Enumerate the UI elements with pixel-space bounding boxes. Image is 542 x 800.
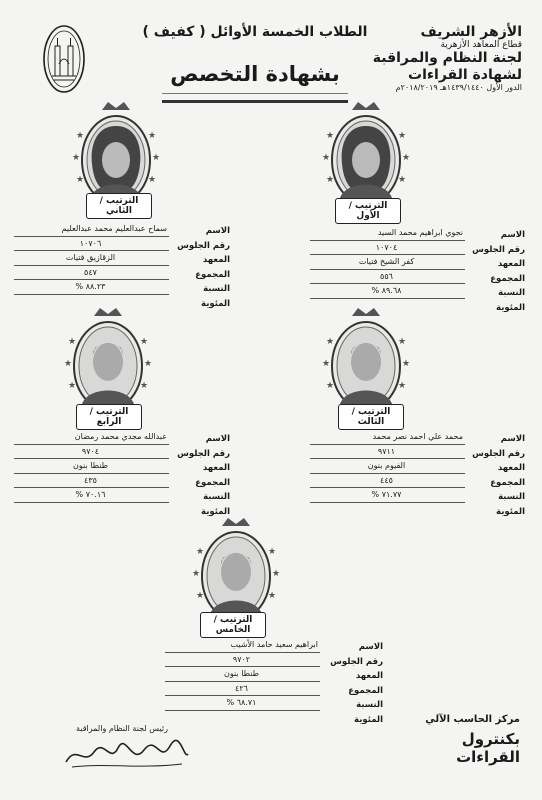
label-institute: المعهد (202, 463, 230, 473)
student-name: ابراهيم سعيد حامد الأشيب (165, 638, 320, 653)
svg-text:★: ★ (64, 359, 73, 369)
svg-text:★: ★ (322, 153, 331, 163)
student-institute: طنطا بنون (14, 459, 169, 474)
student-percent: ٨٩.٦٨ % (310, 284, 465, 299)
session-label: الدور الأول ١٤٣٩/١٤٤٠هـ ٢٠١٨/٢٠١٩م (395, 82, 522, 92)
label-seat: رقم الجلوس (330, 656, 383, 667)
svg-text:★: ★ (68, 337, 77, 347)
svg-text:★: ★ (152, 153, 161, 163)
rank-badge: الترتيب / الأول (335, 198, 401, 224)
svg-text:★: ★ (140, 337, 149, 347)
student-institute: كفر الشيخ فتيات (310, 255, 465, 270)
label-seat: رقم الجلوس (472, 448, 525, 459)
student-total: ٤٤٥ (310, 474, 465, 489)
label-seat: رقم الجلوس (177, 448, 230, 459)
student-name: عبدالله مجدي محمد رمضان (14, 430, 169, 445)
svg-text:★: ★ (76, 175, 85, 185)
svg-text:★: ★ (140, 381, 149, 391)
svg-text:★: ★ (192, 569, 201, 579)
rank-badge: الترتيب / الخامس (200, 612, 266, 638)
page-title: الطلاب الخمسة الأوائل ( كفيف ) (142, 24, 368, 40)
student-seat: ٩٧٠٤ (14, 445, 169, 460)
student-seat: ١٠٧٠٤ (310, 241, 465, 256)
svg-text:★: ★ (196, 547, 205, 557)
label-percent: النسبة المئوية (201, 492, 230, 517)
org-line-4: لشهادة القراءات (408, 66, 522, 83)
page-subtitle: بشهادة التخصص (170, 62, 340, 86)
svg-text:★: ★ (398, 131, 407, 141)
label-seat: رقم الجلوس (472, 244, 525, 255)
labels-col-1 (470, 228, 525, 313)
label-institute: المعهد (497, 259, 525, 269)
student-percent: ٨٨.٢٣ % (14, 280, 169, 295)
label-name: الاسم (358, 642, 383, 652)
student-institute: الزقازيق فتيات (14, 251, 169, 266)
label-name: الاسم (500, 230, 525, 240)
svg-text:★: ★ (326, 381, 335, 391)
student-seat: ٩٧٠٢ (165, 653, 320, 668)
label-name: الاسم (205, 434, 230, 444)
student-5-values (165, 638, 320, 711)
computer-center-label: مركز الحاسب الآلي (425, 714, 520, 725)
labels-col-5 (325, 640, 383, 725)
org-line-2: قطاع المعاهد الأزهرية (440, 40, 522, 51)
labels-col-2 (172, 224, 230, 309)
svg-text:★: ★ (402, 359, 411, 369)
svg-text:★: ★ (402, 153, 411, 163)
label-percent: النسبة المئوية (496, 492, 525, 517)
azhar-emblem-icon (42, 24, 86, 94)
label-seat: رقم الجلوس (177, 240, 230, 251)
student-percent: ٦٨.٧١ % (165, 696, 320, 711)
svg-text:★: ★ (76, 131, 85, 141)
rank-badge: الترتيب / الرابع (76, 404, 142, 430)
student-total: ٤٢٦ (165, 682, 320, 697)
rank-badge: الترتيب / الثالث (338, 404, 404, 430)
student-3-values (310, 430, 465, 503)
rank-badge: الترتيب / الثاني (86, 193, 152, 219)
student-seat: ٩٧١١ (310, 445, 465, 460)
svg-text:★: ★ (148, 131, 157, 141)
signature-caption: رئيس لجنة النظام والمراقبة (76, 724, 168, 733)
label-name: الاسم (205, 226, 230, 236)
student-name: سماح عبدالعليم محمد عبدالعليم (14, 222, 169, 237)
student-total: ٥٥٦ (310, 270, 465, 285)
label-institute: المعهد (355, 671, 383, 681)
label-total: المجموع (490, 477, 525, 488)
org-line-3: لجنة النظام والمراقبة (372, 50, 522, 67)
svg-text:★: ★ (268, 591, 277, 601)
labels-col-4 (172, 432, 230, 517)
label-percent: النسبة المئوية (201, 284, 230, 309)
student-institute: الفيوم بنون (310, 459, 465, 474)
label-total: المجموع (195, 269, 230, 280)
student-percent: ٧٠.١٦ % (14, 488, 169, 503)
svg-text:★: ★ (398, 337, 407, 347)
labels-col-3 (470, 432, 525, 517)
student-total: ٥٤٧ (14, 266, 169, 281)
label-total: المجموع (348, 685, 383, 696)
label-percent: النسبة المئوية (354, 700, 383, 725)
svg-text:★: ★ (196, 591, 205, 601)
student-percent: ٧١.٧٧ % (310, 488, 465, 503)
student-name: نجوي ابراهيم محمد السيد (310, 226, 465, 241)
label-percent: النسبة المئوية (496, 288, 525, 313)
student-total: ٤٣٥ (14, 474, 169, 489)
student-name: محمد علي احمد نصر محمد (310, 430, 465, 445)
student-institute: طنطا بنون (165, 667, 320, 682)
student-seat: ١٠٧٠٦ (14, 237, 169, 252)
student-2-values (14, 222, 169, 295)
svg-text:★: ★ (322, 359, 331, 369)
svg-text:★: ★ (72, 153, 81, 163)
svg-text:★: ★ (398, 175, 407, 185)
svg-text:★: ★ (398, 381, 407, 391)
student-4-values (14, 430, 169, 503)
svg-text:★: ★ (148, 175, 157, 185)
svg-text:★: ★ (326, 337, 335, 347)
label-institute: المعهد (202, 255, 230, 265)
control-label: بكنترول القراءات (456, 730, 520, 766)
svg-text:★: ★ (68, 381, 77, 391)
svg-text:★: ★ (268, 547, 277, 557)
label-name: الاسم (500, 434, 525, 444)
signature (62, 736, 192, 772)
svg-text:★: ★ (326, 175, 335, 185)
org-line-1: الأزهر الشريف (420, 24, 522, 40)
svg-text:★: ★ (326, 131, 335, 141)
org-header (372, 24, 522, 92)
student-1-values (310, 226, 465, 299)
svg-text:★: ★ (272, 569, 281, 579)
label-total: المجموع (195, 477, 230, 488)
label-institute: المعهد (497, 463, 525, 473)
svg-text:★: ★ (144, 359, 153, 369)
label-total: المجموع (490, 273, 525, 284)
